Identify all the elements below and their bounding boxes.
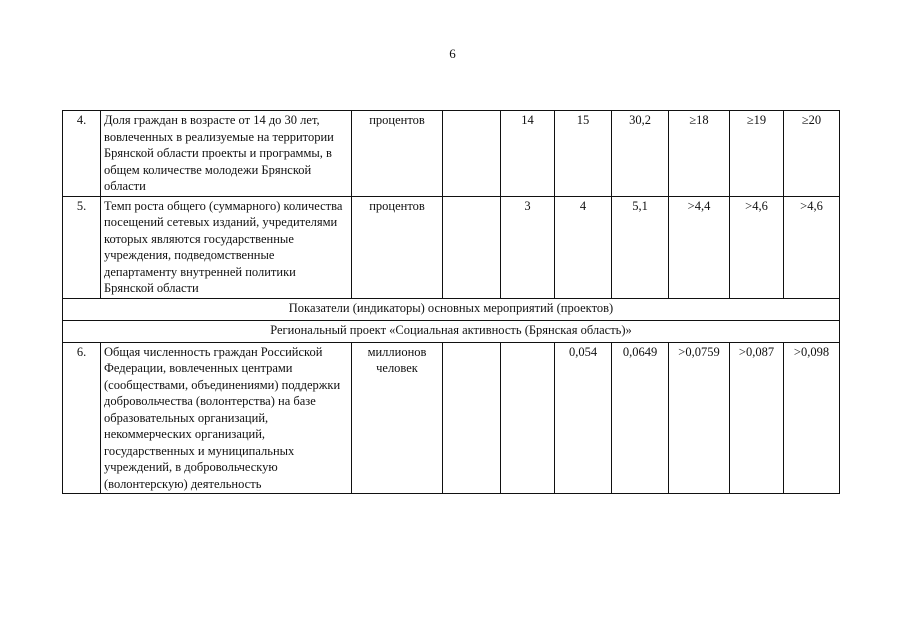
indicators-table — [62, 110, 840, 494]
value-cell: ≥19 — [730, 111, 784, 197]
value-cell: 14 — [501, 111, 555, 197]
value-cell: 3 — [501, 196, 555, 298]
value-cell: 4 — [555, 196, 612, 298]
project-row — [63, 320, 840, 342]
section-title: Показатели (индикаторы) основных мероприятий (проектов) — [63, 298, 840, 320]
unit-cell: процентов — [352, 196, 443, 298]
value-cell — [443, 111, 501, 197]
row-number: 5. — [63, 196, 101, 298]
value-cell: >4,6 — [784, 196, 840, 298]
indicator-text: Темп роста общего (суммарного) количества посещений сетевых изданий, учредителями которых являются государственные учреждения, подведомственные департаменту внутренней политики Брянской области — [101, 196, 352, 298]
section-row — [63, 298, 840, 320]
value-cell: ≥18 — [669, 111, 730, 197]
value-cell — [443, 342, 501, 494]
row-number: 6. — [63, 342, 101, 494]
page-number: 6 — [449, 46, 456, 61]
table-row — [63, 111, 840, 197]
unit-cell: миллионов человек — [352, 342, 443, 494]
row-number: 4. — [63, 111, 101, 197]
value-cell: 15 — [555, 111, 612, 197]
value-cell: >4,4 — [669, 196, 730, 298]
value-cell: >0,098 — [784, 342, 840, 494]
value-cell: 30,2 — [612, 111, 669, 197]
indicator-text: Общая численность граждан Российской Федерации, вовлеченных центрами (сообществами, объединениями) поддержки добровольчества (волонтерства) на базе образовательных организаций, некоммерческих организаций, государственных и муниципальных учреждений, в добровольческую (волонтерскую) деятельность — [101, 342, 352, 494]
unit-cell: процентов — [352, 111, 443, 197]
value-cell: 0,054 — [555, 342, 612, 494]
value-cell: 0,0649 — [612, 342, 669, 494]
indicator-text: Доля граждан в возрасте от 14 до 30 лет, вовлеченных в реализуемые на территории Брянской области проекты и программы, в общем количестве молодежи Брянской области — [101, 111, 352, 197]
value-cell: >0,0759 — [669, 342, 730, 494]
value-cell: >4,6 — [730, 196, 784, 298]
value-cell — [443, 196, 501, 298]
project-title: Региональный проект «Социальная активность (Брянская область)» — [63, 320, 840, 342]
value-cell: 5,1 — [612, 196, 669, 298]
value-cell — [501, 342, 555, 494]
table-row — [63, 342, 840, 494]
table-row — [63, 196, 840, 298]
value-cell: ≥20 — [784, 111, 840, 197]
value-cell: >0,087 — [730, 342, 784, 494]
